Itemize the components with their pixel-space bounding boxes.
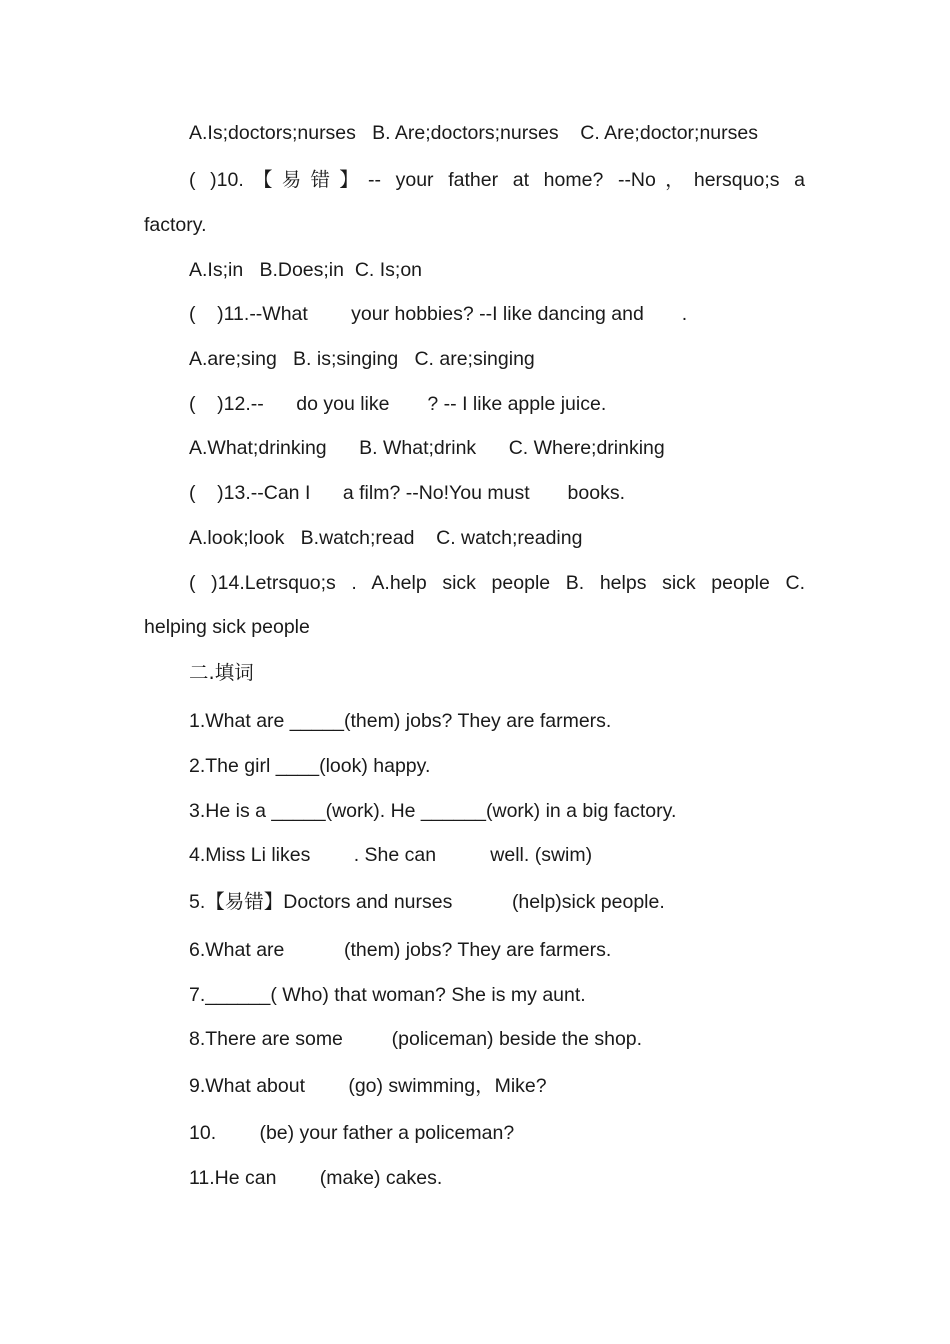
fill-item-8: 8.There are some (policeman) beside the shop. (189, 1028, 643, 1050)
fill-item-2: 2.The girl ____(look) happy. (189, 755, 431, 777)
q11-options: A.are;sing B. is;singing C. are;singing (189, 348, 535, 370)
q12-options: A.What;drinking B. What;drink C. Where;drinking (189, 437, 665, 459)
q12-question: ( )12.-- do you like ? -- I like apple juice. (189, 393, 607, 415)
q14-question: ( )14.Letrsquo;s . A.help sick people B. helps sick people C. (189, 572, 805, 594)
q13-options: A.look;look B.watch;read C. watch;reading (189, 527, 583, 549)
section-heading-fill-words: 二.填词 (189, 661, 254, 684)
fill-item-6: 6.What are (them) jobs? They are farmers. (189, 939, 612, 961)
fill-item-11: 11.He can (make) cakes. (189, 1167, 443, 1189)
q13-question: ( )13.--Can I a film? --No!You must books. (189, 482, 626, 504)
q10-question-cont: factory. (144, 214, 207, 236)
q14-options-cont: helping sick people (144, 616, 310, 638)
fill-item-10: 10. (be) your father a policeman? (189, 1122, 515, 1144)
fill-item-5: 5.【易错】Doctors and nurses (help)sick people. (189, 891, 665, 913)
q11-question: ( )11.--What your hobbies? --I like dancing and . (189, 303, 688, 325)
fill-item-4: 4.Miss Li likes . She can well. (swim) (189, 844, 593, 866)
q10-options: A.Is;in B.Does;in C. Is;on (189, 259, 423, 281)
q9-options: A.Is;doctors;nurses B. Are;doctors;nurses C. Are;doctor;nurses (189, 122, 758, 144)
fill-item-1: 1.What are _____(them) jobs? They are farmers. (189, 710, 612, 732)
fill-item-7: 7.______( Who) that woman? She is my aunt. (189, 984, 586, 1006)
fill-item-9: 9.What about (go) swimming，Mike? (189, 1075, 547, 1097)
q10-question: ( )10.【易错】-- your father at home? --No，hersquo;s a (189, 169, 805, 191)
fill-item-3: 3.He is a _____(work). He ______(work) in a big factory. (189, 800, 677, 822)
